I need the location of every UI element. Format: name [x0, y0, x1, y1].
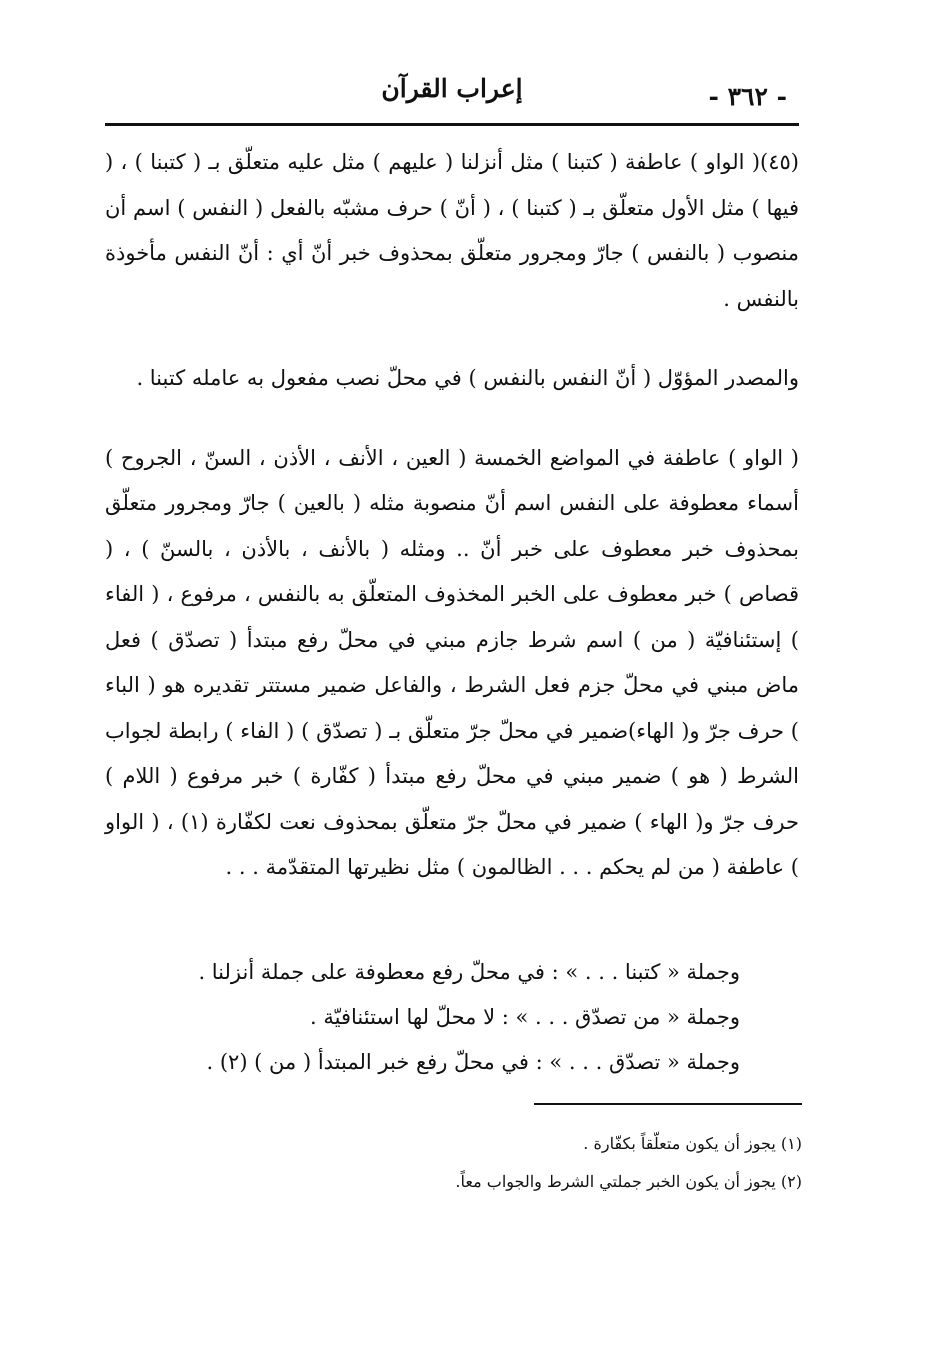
paragraph-3: ( الواو ) عاطفة في المواضع الخمسة ( العين ، الأنف ، الأذن ، السنّ ، الجروح ) أسماء معطوفة على النفس اسم أنّ منصوبة مثله ( بالعين ) جارّ ومجرور متعلّق بمحذوف خبر معطوف على خبر أنّ .. ومثله ( بالأنف ، بالأذن ، بالسنّ ) ، ( قصاص ) خبر معطوف على الخبر المخذوف المتعلّق به بالنفس ، مرفوع ، ( الفاء ) إستئنافيّة ( من ) اسم شرط جازم مبني في محلّ رفع مبتدأ ( تصدّق ) فعل ماض مبني في محلّ جزم فعل الشرط ، والفاعل ضمير مستتر تقديره هو ( الباء ) حرف جرّ و( الهاء)ضمير في محلّ جرّ متعلّق بـ ( تصدّق ) ( الفاء ) رابطة لجواب الشرط ( هو ) ضمير مبني في محلّ رفع مبتدأ ( كفّارة ) خبر مرفوع ( اللام ) حرف جرّ و( الهاء ) ضمير في محلّ جرّ متعلّق بمحذوف نعت لكفّارة (١) ، ( الواو ) عاطفة ( من لم يحكم . . . الظالمون ) مثل نظيرتها المتقدّمة . . . — [105, 445, 799, 879]
sentence-1: وجملة « كتبنا . . . » : في محلّ رفع معطوفة على جملة أنزلنا . — [198, 960, 740, 984]
paragraph-1: (٤٥)( الواو ) عاطفة ( كتبنا ) مثل أنزلنا ( عليهم ) مثل عليه متعلّق بـ ( كتبنا ) ، ( فيها ) مثل الأول متعلّق بـ ( كتبنا ) ، ( أنّ ) حرف مشبّه بالفعل ( النفس ) اسم أن منصوب ( بالنفس ) جارّ ومجرور متعلّق بمحذوف خبر أنّ أي : أنّ النفس مأخوذة بالنفس . — [105, 150, 799, 311]
header-rule — [105, 123, 799, 126]
footnote-1: (١) يجوز أن يكون متعلّقاً بكفّارة . — [583, 1134, 802, 1153]
paragraph-2: والمصدر المؤوّل ( أنّ النفس بالنفس ) في محلّ نصب مفعول به عامله كتبنا . — [136, 366, 799, 390]
page-header — [105, 70, 799, 120]
footnotes — [455, 1125, 802, 1201]
footnote-rule — [534, 1103, 802, 1105]
sentence-analysis — [198, 950, 740, 1085]
page-number: - ٣٦٢ - — [708, 82, 787, 111]
footnote-2: (٢) يجوز أن يكون الخبر جملتي الشرط والجواب معاً. — [455, 1172, 802, 1191]
sentence-3: وجملة « تصدّق . . . » : في محلّ رفع خبر المبتدأ ( من ) (٢) . — [206, 1050, 740, 1074]
running-title: إعراب القرآن — [381, 74, 523, 103]
main-text — [105, 140, 799, 891]
sentence-2: وجملة « من تصدّق . . . » : لا محلّ لها استئنافيّة . — [310, 1005, 740, 1029]
